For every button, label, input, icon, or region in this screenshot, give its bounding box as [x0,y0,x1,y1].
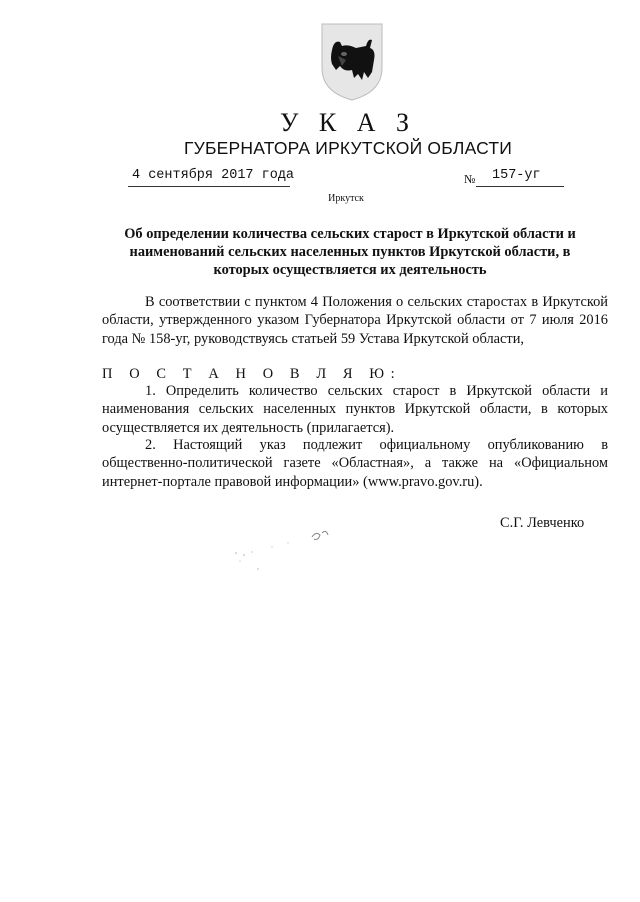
document-heading: Об определении количества сельских старост в Иркутской области и наименований сельских населенных пунктов Иркутской области, в которых осуществляется их деятельность [124,226,576,278]
coat-of-arms-icon [318,20,386,102]
page-subtitle: ГУБЕРНАТОРА ИРКУТСКОЙ ОБЛАСТИ [183,138,513,158]
handwritten-signature-icon [228,525,358,580]
city-label: Иркутск [328,193,364,204]
page-title: У К А З [279,108,417,137]
signature-name: С.Г. Левченко [500,515,585,531]
number-underline [476,186,564,187]
decree-word: П О С Т А Н О В Л Я Ю: [102,366,402,382]
item-2-paragraph: 2. Настоящий указ подлежит официальному опубликованию в общественно-политической газете «Областная», а также на «Официальном интернет-портале правовой информации» (www.pravo.gov.ru). [102,437,608,490]
preamble-paragraph: В соответствии с пунктом 4 Положения о сельских старостах в Иркутской области, утвержденного указом Губернатора Иркутской области от 7 июля 2016 года № 158-уг, руководствуясь статьей 59 Устава Иркутской области, [102,294,608,347]
document-date: 4 сентября 2017 года [132,168,295,183]
item-1-paragraph: 1. Определить количество сельских старост в Иркутской области и наименования сельских населенных пунктов Иркутской области, в которых осуществляется их деятельность (прилагается). [102,383,608,436]
date-underline [128,186,290,187]
number-label: № [464,172,476,186]
document-number: 157-уг [492,168,541,183]
